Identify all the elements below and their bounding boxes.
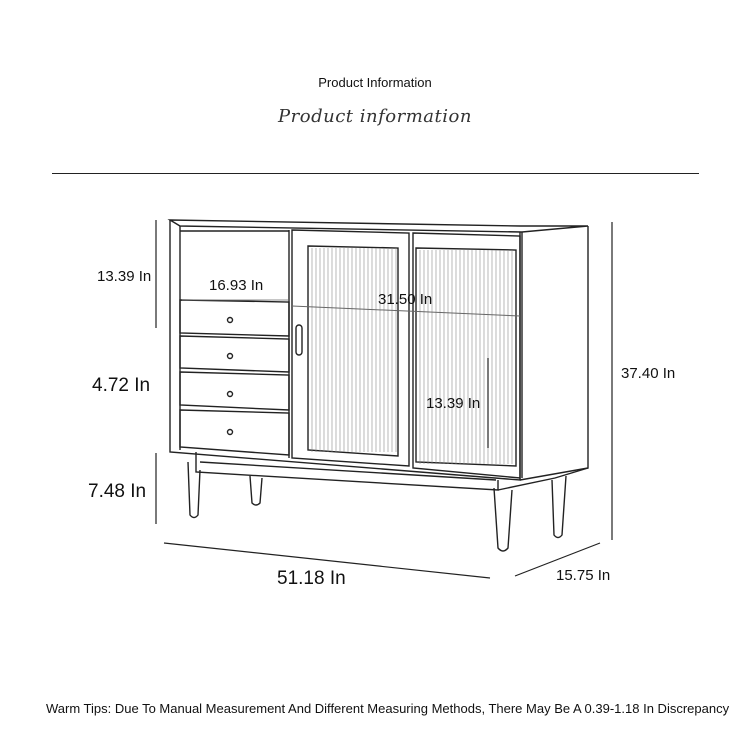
dim-leg-height: 7.48 In <box>88 481 147 502</box>
dim-cabinet-section-width: 31.50 In <box>378 291 433 308</box>
cabinet-front-outline <box>170 220 520 480</box>
cabinet-base <box>196 452 588 490</box>
script-subtitle: Product information <box>278 106 472 127</box>
dim-drawer-height: 4.72 In <box>92 375 151 396</box>
drawer-stack <box>180 300 289 455</box>
page-title: Product Information <box>318 75 432 90</box>
dim-depth: 15.75 In <box>556 567 611 584</box>
glass-doors <box>292 230 520 478</box>
warm-tips-footer: Warm Tips: Due To Manual Measurement And Different Measuring Methods, There May Be A 0.39-1.18 In Discrepancy <box>46 701 730 716</box>
cabinet-top <box>170 220 588 232</box>
dim-inner-shelf-height: 13.39 In <box>426 395 481 412</box>
cabinet-side <box>520 226 588 480</box>
dim-total-height: 37.40 In <box>621 365 676 382</box>
dim-drawer-width: 16.93 In <box>209 277 264 294</box>
dim-top-compartment-height: 13.39 In <box>97 268 152 285</box>
dim-total-width: 51.18 In <box>277 568 346 589</box>
fluted-glass <box>312 248 512 464</box>
